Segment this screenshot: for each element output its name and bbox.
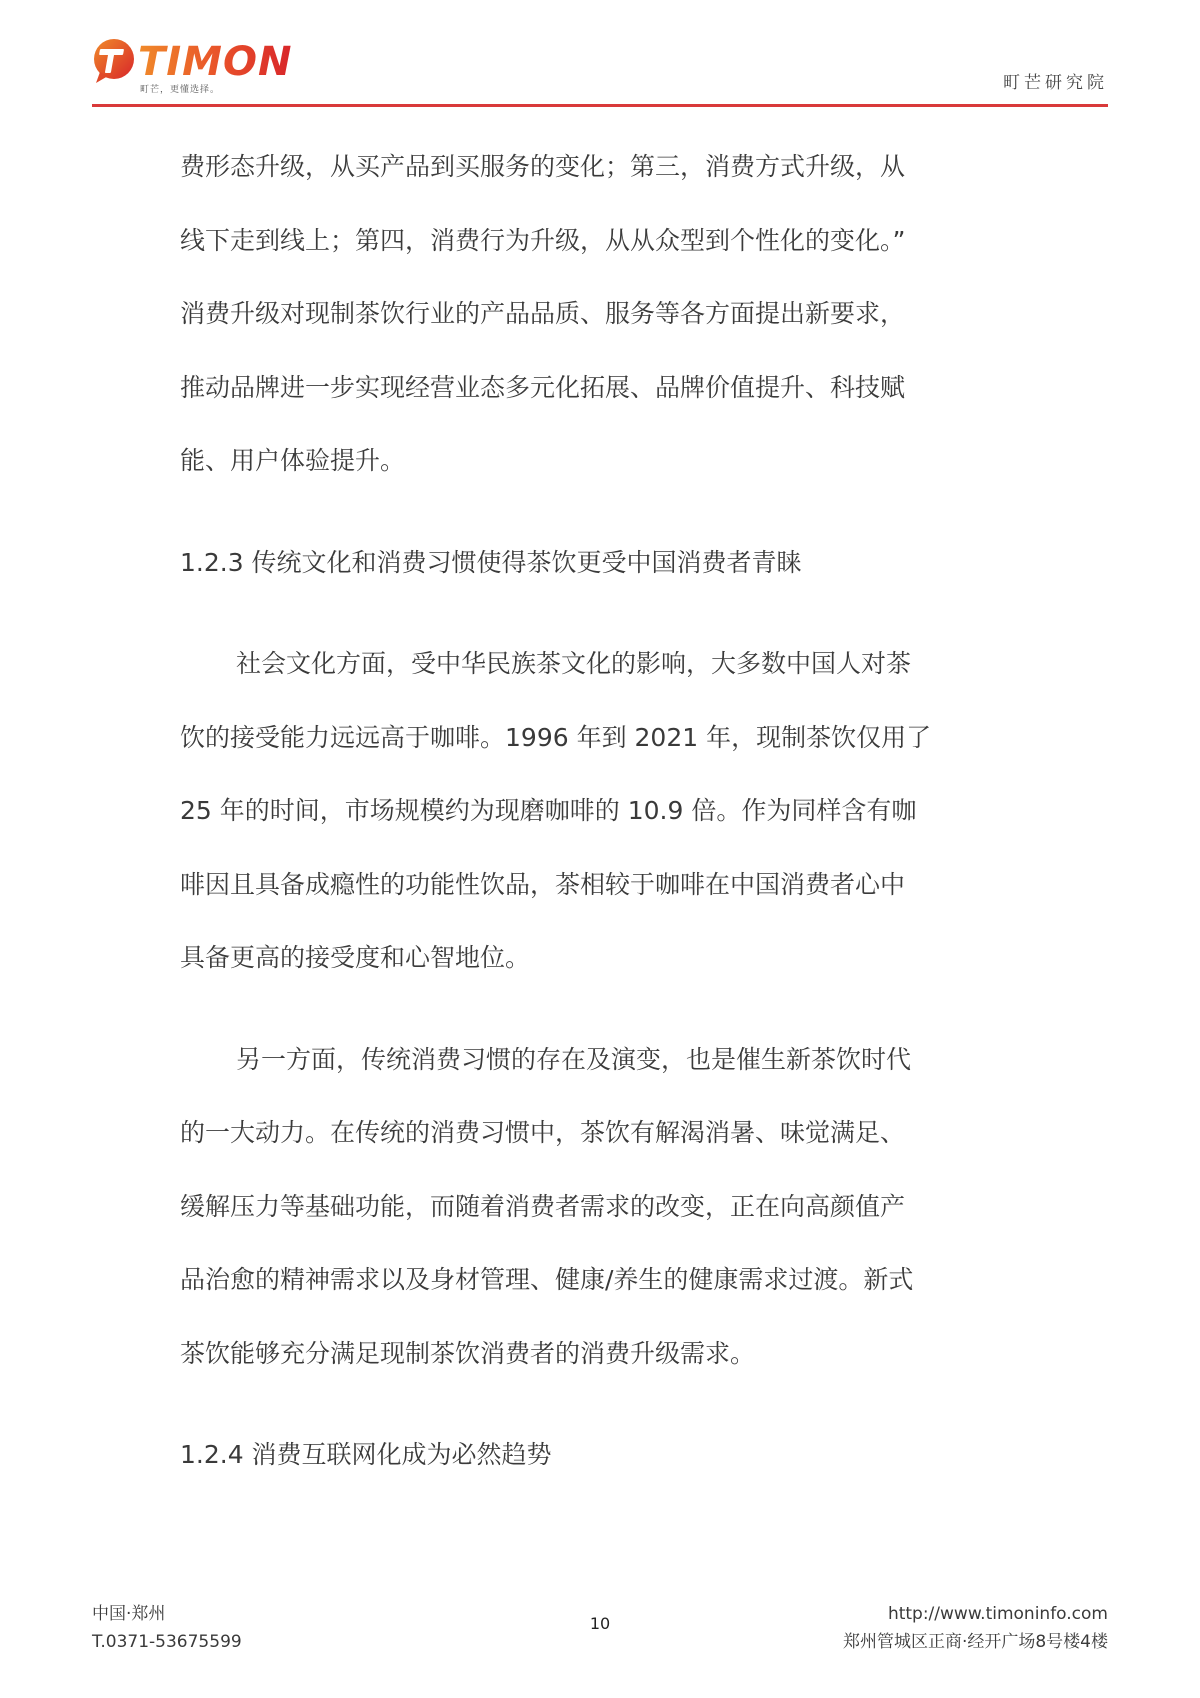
text-line: 消费升级对现制茶饮行业的产品品质、服务等各方面提出新要求，: [180, 299, 906, 328]
org-name: 町芒研究院: [1003, 73, 1108, 93]
text-line: 推动品牌进一步实现经营业态多元化拓展、品牌价值提升、科技赋: [180, 372, 906, 402]
footer-location: 中国·郑州: [92, 1604, 166, 1624]
speech-bubble-t-icon: [92, 38, 138, 84]
text-line: 缓解压力等基础功能，而随着消费者需求的改变，正在向高颜值产: [180, 1191, 906, 1221]
page-footer: [0, 1600, 1200, 1680]
logo-tagline: 町芒，更懂选择。: [140, 85, 221, 95]
document-body: [180, 130, 1020, 1492]
paragraph-consumption-habits: [180, 1023, 1020, 1391]
text-line: 线下走到线上；第四，消费行为升级，从从众型到个性化的变化。”: [180, 225, 906, 255]
text-line: 社会文化方面，受中华民族茶文化的影响，大多数中国人对茶: [236, 649, 912, 678]
text-line: 品治愈的精神需求以及身材管理、健康/养生的健康需求过渡。新式: [180, 1265, 914, 1294]
page-header: [0, 0, 1200, 110]
section-heading-1-2-4: 1.2.4 消费互联网化成为必然趋势: [180, 1440, 552, 1469]
text-line: 25 年的时间，市场规模约为现磨咖啡的 10.9 倍。作为同样含有咖: [180, 796, 917, 825]
section-heading-1-2-3: 1.2.3 传统文化和消费习惯使得茶饮更受中国消费者青睐: [180, 547, 802, 577]
text-line: 能、用户体验提升。: [180, 446, 406, 475]
page-number: 10: [589, 1614, 611, 1633]
paragraph-consumption-upgrade: [180, 130, 1020, 498]
text-line: 费形态升级，从买产品到买服务的变化；第三，消费方式升级，从: [180, 152, 906, 181]
text-line: 茶饮能够充分满足现制茶饮消费者的消费升级需求。: [180, 1338, 756, 1368]
paragraph-social-culture: [180, 627, 1020, 995]
footer-address: 郑州管城区正商·经开广场8号楼4楼: [842, 1632, 1108, 1652]
footer-address-block: [843, 1600, 1108, 1656]
text-line: 饮的接受能力远远高于咖啡。1996 年到 2021 年，现制茶饮仅用了: [180, 722, 932, 752]
text-line: 具备更高的接受度和心智地位。: [180, 943, 531, 972]
footer-phone: T.0371-53675599: [92, 1632, 242, 1652]
footer-website-link[interactable]: http://www.timoninfo.com: [887, 1604, 1108, 1624]
text-line: 另一方面，传统消费习惯的存在及演变，也是催生新茶饮时代: [236, 1044, 912, 1074]
timon-logo: [92, 38, 293, 98]
text-line: 啡因且具备成瘾性的功能性饮品，茶相较于咖啡在中国消费者心中: [180, 869, 906, 899]
logo-wordmark: TIMON: [138, 39, 293, 85]
text-line: 的一大动力。在传统的消费习惯中，茶饮有解渴消暑、味觉满足、: [180, 1118, 906, 1147]
header-divider: [92, 104, 1108, 107]
